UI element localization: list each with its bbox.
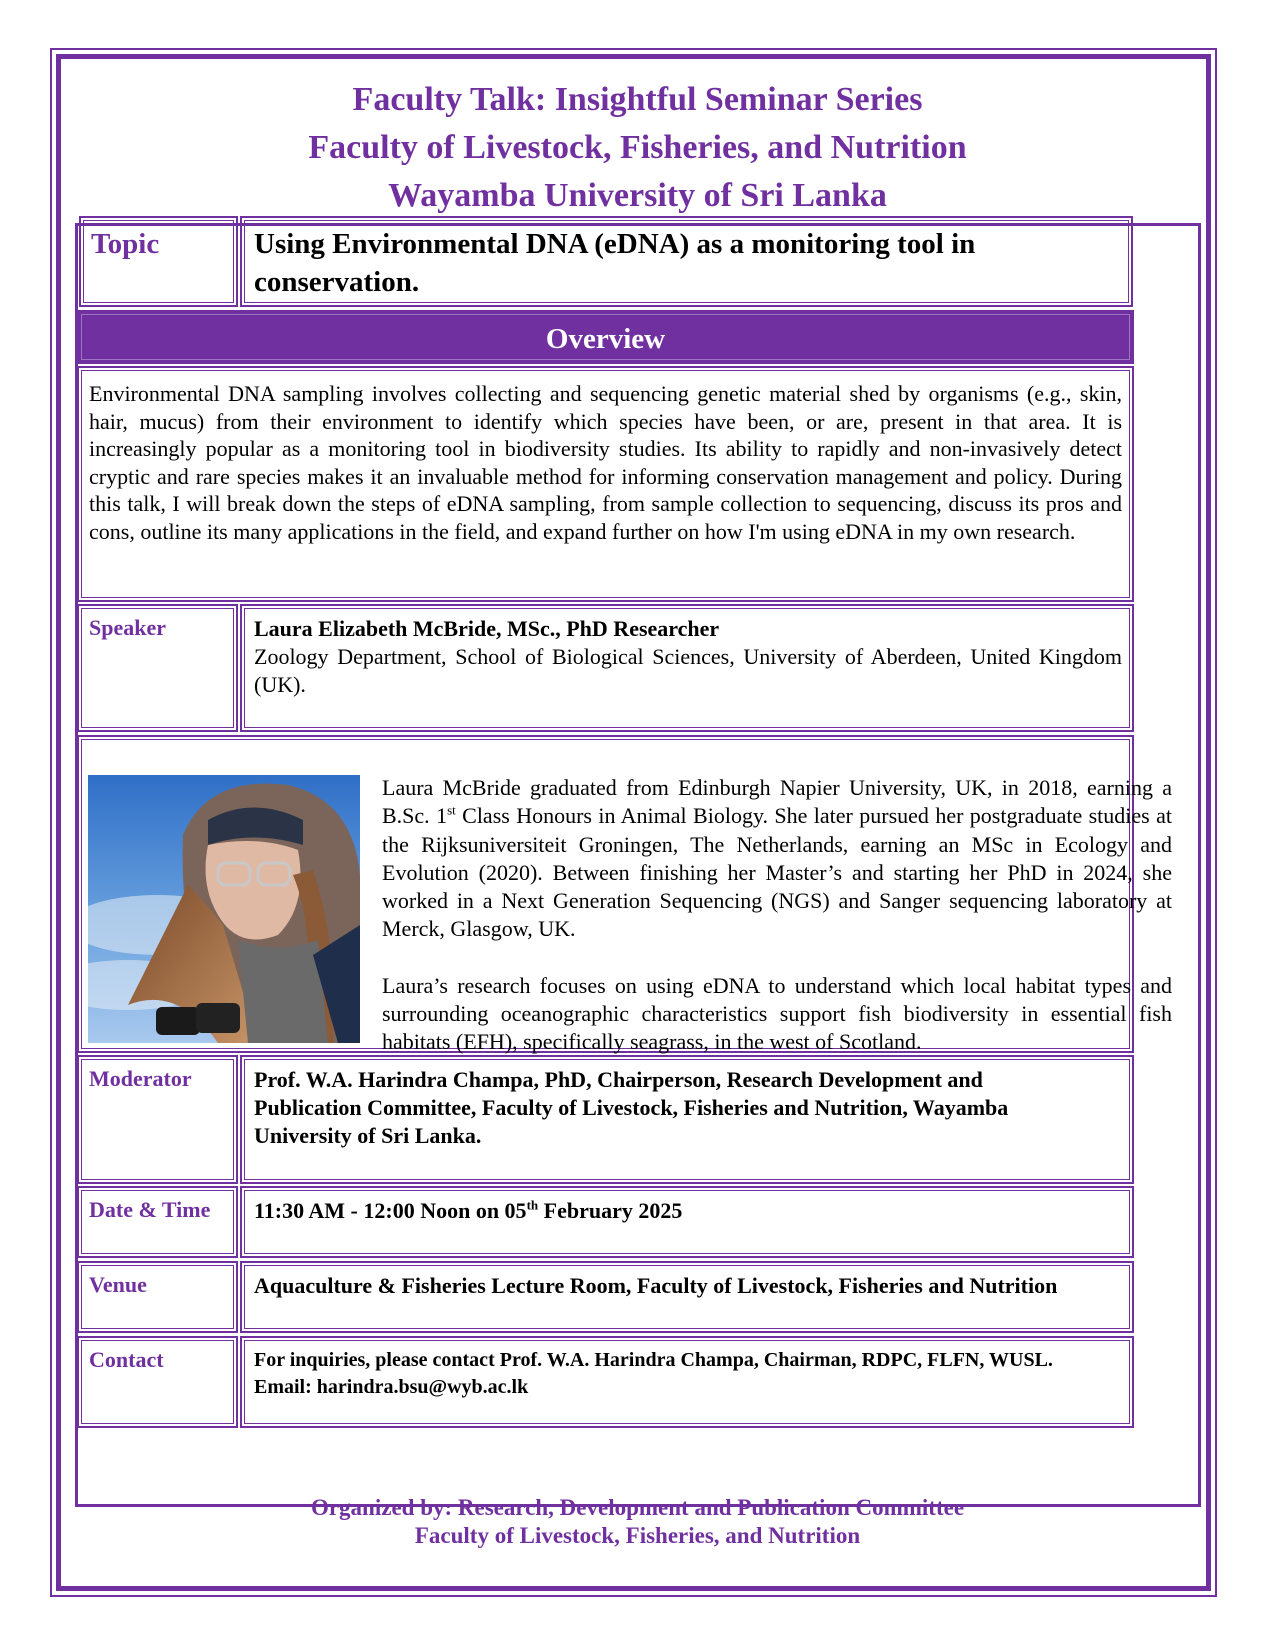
faculty-title: Faculty of Livestock, Fisheries, and Nutrition [308,129,967,166]
bio-text: Laura McBride graduated from Edinburgh Napier University, UK, in 2018, earning a B.Sc. 1 [382,775,1172,829]
university-title: Wayamba University of Sri Lanka [388,177,887,214]
contact-line: For inquiries, please contact Prof. W.A. Harindra Champa, Chairman, RDPC, FLFN, WUSL. [254,1349,1053,1371]
datetime-text [240,1186,1134,1258]
speaker-bio [382,774,1172,1085]
topic-text: Using Environmental DNA (eDNA) as a monitoring tool in conservation. [240,216,1133,307]
contact-text [240,1336,1134,1428]
page-header [0,76,1275,220]
datetime-part: February 2025 [538,1198,683,1223]
speaker-affiliation: Zoology Department, School of Biological Sciences, University of Aberdeen, United Kingdom (UK). [254,644,1122,697]
speaker-name: Laura Elizabeth McBride, MSc., PhD Researcher [254,616,720,641]
topic-label: Topic [79,216,238,307]
overview-text: Environmental DNA sampling involves collecting and sequencing genetic material shed by organisms (e.g., skin, hair, mucus) from their environment to identify which species have been, or are, present in that area. It is increasingly popular as a monitoring tool in biodiversity studies. Its ability to rapidly and non-invasively detect cryptic and rare species makes it an invaluable method for informing conservation management and policy. During this talk, I will break down the steps of eDNA sampling, from sample collection to sequencing, discuss its pros and cons, outline its many applications in the field, and expand further on how I'm using eDNA in my own research. [77,366,1134,602]
venue-text: Aquaculture & Fisheries Lecture Room, Faculty of Livestock, Fisheries and Nutrition [240,1261,1134,1333]
moderator-label: Moderator [77,1055,238,1184]
venue-label: Venue [77,1261,238,1333]
contact-email: Email: harindra.bsu@wyb.ac.lk [254,1376,529,1398]
bio-superscript: st [447,802,456,818]
page-footer [0,1494,1275,1550]
bio-text: Class Honours in Animal Biology. She later pursued her postgraduate studies at the Rijksuniversiteit Groningen, The Netherlands, earning an MSc in Ecology and Evolution (2020). Between finishing her Master’s and starting her PhD in 2024, she worked in a Next Generation Sequencing (NGS) and Sanger sequencing laboratory at Merck, Glasgow, UK. [382,803,1172,942]
datetime-label: Date & Time [77,1186,238,1258]
speaker-label: Speaker [77,604,238,732]
overview-heading: Overview [77,310,1134,364]
contact-label: Contact [77,1336,238,1428]
speaker-photo [88,775,360,1043]
datetime-superscript: th [526,1197,539,1213]
datetime-part: 11:30 AM - 12:00 Noon on 05 [254,1198,527,1223]
organizer-faculty: Faculty of Livestock, Fisheries, and Nutrition [414,1523,861,1548]
bio-paragraph-1 [382,774,1172,944]
series-title: Faculty Talk: Insightful Seminar Series [352,81,923,118]
speaker-info [240,604,1134,732]
bio-paragraph-2: Laura’s research focuses on using eDNA to understand which local habitat types and surrounding oceanographic characteristics support fish biodiversity in essential fish habitats (EFH), specifically seagrass, in the west of Scotland. [382,972,1172,1055]
moderator-text: Prof. W.A. Harindra Champa, PhD, Chairperson, Research Development and Publication Committee, Faculty of Livestock, Fisheries and Nutrition, Wayamba University of Sri Lanka. [240,1055,1134,1184]
organizer-line: Organized by: Research, Development and Publication Committee [310,1495,965,1520]
